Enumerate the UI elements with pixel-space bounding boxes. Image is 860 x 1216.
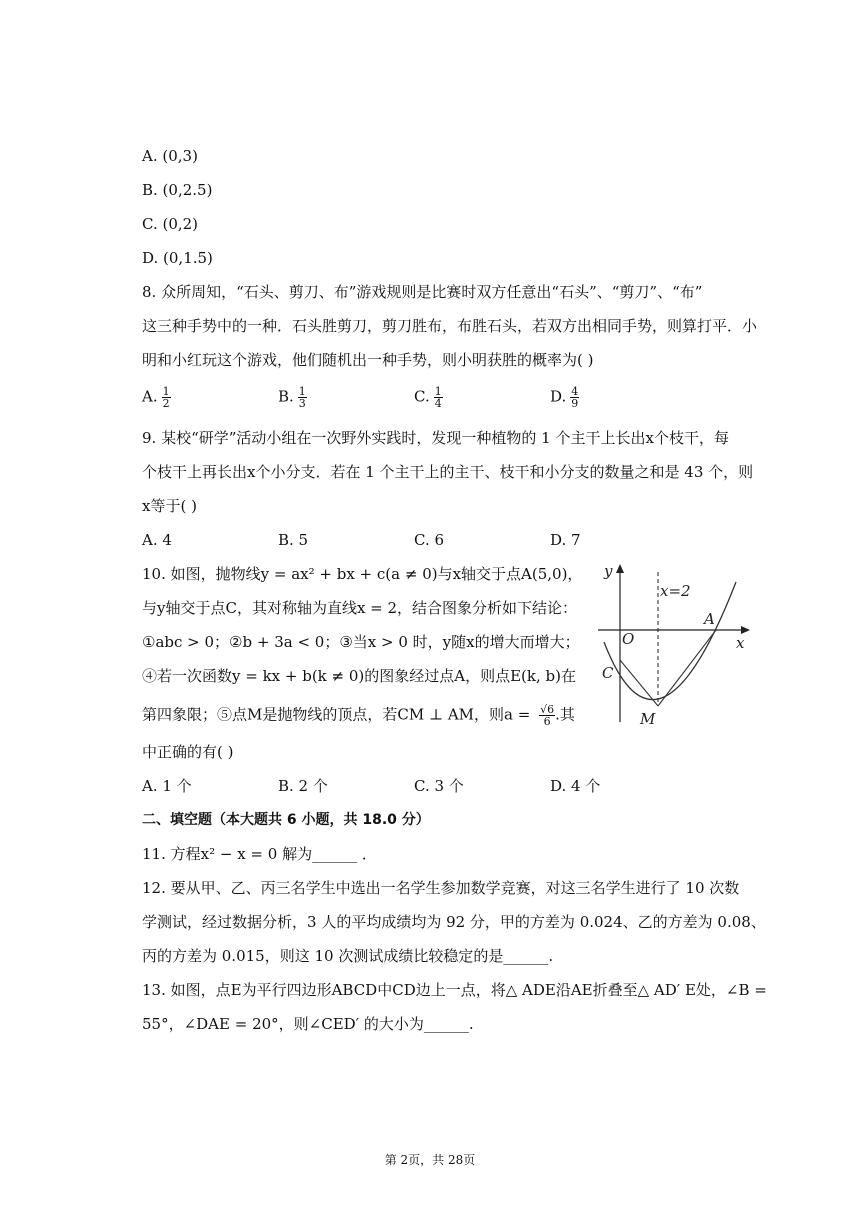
q9-option-c: C. 6 [414, 531, 445, 549]
option-prefix: B. [278, 387, 294, 406]
option-b: B. (0,2.5) [142, 181, 213, 199]
q8-line-3: 明和小红玩这个游戏，他们随机出一种手势，则小明获胜的概率为( ) [142, 351, 594, 369]
q9-option-b: B. 5 [278, 531, 309, 549]
fraction [298, 386, 307, 409]
numerator: 1 [162, 385, 170, 398]
q13-line-1: 13. 如图，点E为平行四边形ABCD中CD边上一点，将△ ADE沿AE折叠至△ AD′ E处，∠B = [142, 981, 767, 999]
fraction [162, 386, 171, 409]
fraction [539, 704, 555, 727]
y-axis-label: y [604, 562, 613, 580]
q10-option-b: B. 2 个 [278, 777, 328, 795]
section-heading: 二、填空题（本大题共 6 小题，共 18.0 分） [142, 812, 430, 828]
q10-line-6: 中正确的有( ) [142, 743, 234, 761]
denominator: 3 [298, 397, 306, 410]
option-c: C. (0,2) [142, 215, 199, 233]
fraction [434, 386, 443, 409]
q10-option-d: D. 4 个 [550, 777, 601, 795]
numerator: 4 [571, 385, 579, 398]
denominator: 6 [543, 715, 551, 728]
q10-line-3: ①abc > 0；②b + 3a < 0；③当x > 0 时，y随x的增大而增大； [142, 633, 580, 651]
q8-option-a [142, 386, 171, 409]
q8-line-2: 这三种手势中的一种．石头胜剪刀，剪刀胜布，布胜石头，若双方出相同手势，则算打平．小 [142, 317, 758, 335]
denominator: 2 [162, 397, 170, 410]
symmetry-axis-label: x=2 [660, 582, 691, 600]
q10-line-2: 与y轴交于点C，其对称轴为直线x = 2，结合图象分析如下结论： [142, 599, 578, 617]
q8-option-b [278, 386, 307, 409]
q11-line: 11. 方程x² − x = 0 解为______ ． [142, 845, 377, 863]
option-d: D. (0,1.5) [142, 249, 213, 267]
q10-line-4: ④若一次函数y = kx + b(k ≠ 0)的图象经过点A，则点E(k, b)在 [142, 667, 576, 685]
x-axis-label: x [736, 634, 745, 652]
q10-option-c: C. 3 个 [414, 777, 464, 795]
denominator: 4 [434, 397, 442, 410]
q9-option-d: D. 7 [550, 531, 581, 549]
q10-line-5-tail: .其 [555, 705, 575, 724]
origin-label: O [622, 630, 635, 648]
q10-line-1: 10. 如图，抛物线y = ax² + bx + c(a ≠ 0)与x轴交于点A(5,0)， [142, 565, 583, 583]
q9-line-1: 9. 某校“研学”活动小组在一次野外实践时，发现一种植物的 1 个主干上长出x个枝干，每 [142, 429, 729, 447]
page-footer: 第 2页，共 28页 [384, 1153, 476, 1167]
y-axis-arrow [616, 564, 624, 573]
q9-line-2: 个枝干上再长出x个小分支．若在 1 个主干上的主干、枝干和小分支的数量之和是 43 个，则 [142, 463, 754, 481]
point-a-label: A [704, 610, 715, 628]
segment-ma [658, 630, 716, 706]
option-prefix: D. [550, 387, 567, 406]
numerator: 1 [298, 385, 306, 398]
q9-line-3: x等于( ) [142, 497, 197, 515]
q12-line-1: 12. 要从甲、乙、丙三名学生中选出一名学生参加数学竞赛，对这三名学生进行了 10 次数 [142, 879, 740, 897]
q10-option-a: A. 1 个 [142, 777, 192, 795]
q8-option-c [414, 386, 443, 409]
fraction [570, 386, 579, 409]
q10-line-5 [142, 704, 575, 727]
q8-line-1: 8. 众所周知，“石头、剪刀、布”游戏规则是比赛时双方任意出“石头”、“剪刀”、“布” [142, 283, 703, 301]
q12-line-2: 学测试，经过数据分析，3 人的平均成绩均为 92 分，甲的方差为 0.024、乙的方差为 0.08、 [142, 913, 766, 931]
parabola-graph [592, 560, 758, 728]
q9-option-a: A. 4 [142, 531, 172, 549]
numerator: 1 [434, 385, 442, 398]
point-m-label: M [640, 710, 656, 728]
option-prefix: A. [142, 387, 158, 406]
point-c-label: C [602, 664, 614, 682]
q12-line-3: 丙的方差为 0.015，则这 10 次测试成绩比较稳定的是______. [142, 947, 554, 965]
x-axis-arrow [741, 626, 750, 634]
option-a: A. (0,3) [142, 147, 198, 165]
q13-line-2: 55°，∠DAE = 20°，则∠CED′ 的大小为______. [142, 1015, 474, 1033]
q8-option-d [550, 386, 579, 409]
denominator: 9 [571, 397, 579, 410]
numerator: √6 [540, 703, 555, 716]
q10-line-5-text: 第四象限；⑤点M是抛物线的顶点，若CM ⊥ AM，则a = [142, 705, 536, 724]
option-prefix: C. [414, 387, 430, 406]
